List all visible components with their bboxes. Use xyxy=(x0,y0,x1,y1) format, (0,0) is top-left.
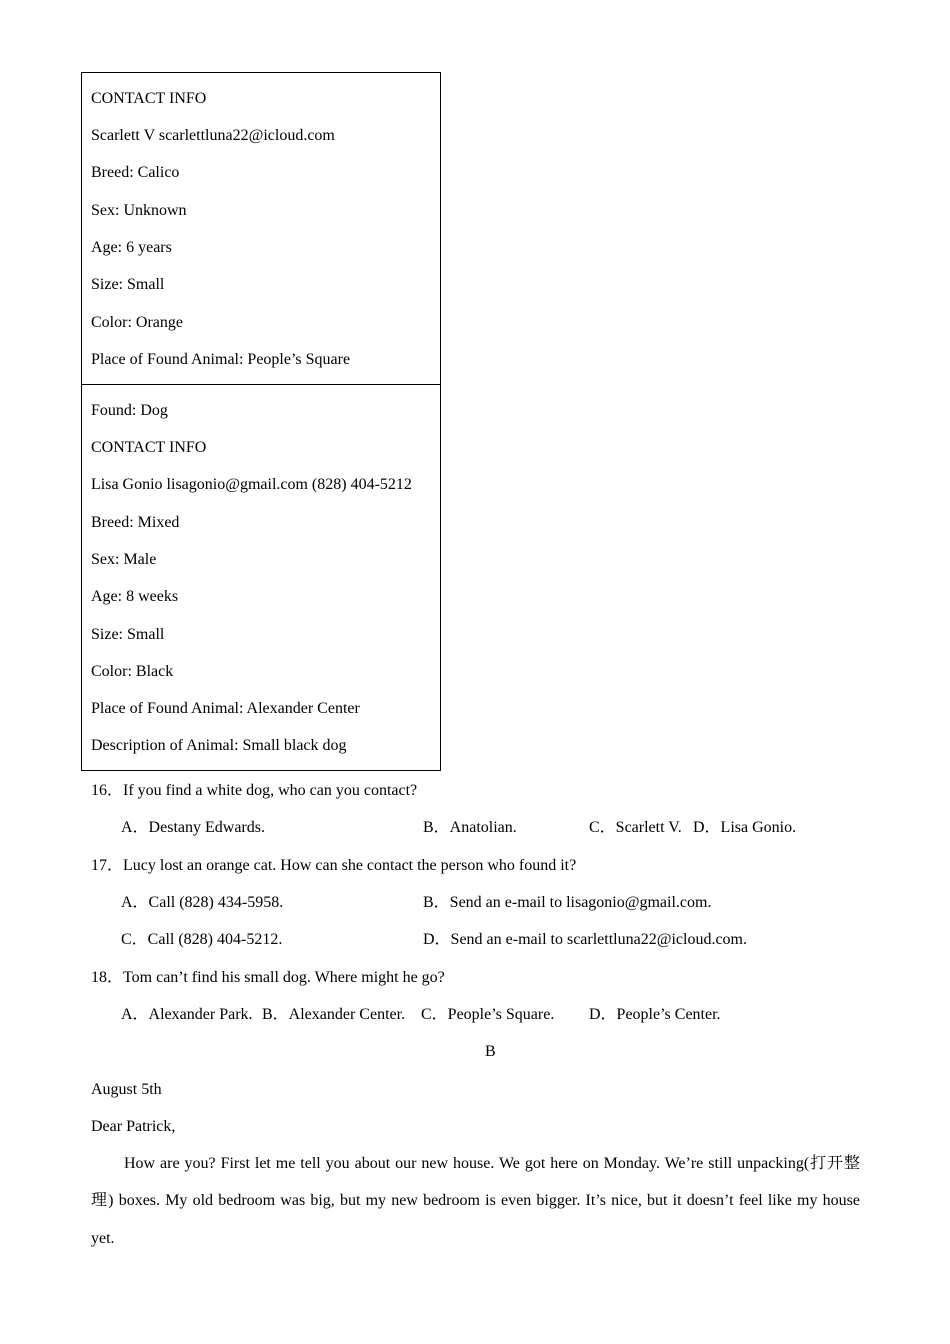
question-16: 16．If you find a white dog, who can you contact? xyxy=(91,782,418,799)
question-16-option-a: A．Destany Edwards. xyxy=(121,819,265,836)
found-place: Place of Found Animal: Alexander Center xyxy=(91,700,360,717)
age: Age: 8 weeks xyxy=(91,588,179,605)
question-17-option-d: D．Send an e-mail to scarlettluna22@icloud.com. xyxy=(423,931,747,948)
breed: Breed: Calico xyxy=(91,164,180,181)
question-17-option-b: B．Send an e-mail to lisagonio@gmail.com. xyxy=(423,894,712,911)
question-17: 17．Lucy lost an orange cat. How can she contact the person who found it? xyxy=(91,857,577,874)
question-18-option-d: D．People’s Center. xyxy=(589,1006,721,1023)
letter-greeting: Dear Patrick, xyxy=(91,1118,176,1135)
question-18: 18．Tom can’t find his small dog. Where might he go? xyxy=(91,969,445,986)
question-16-option-c: C．Scarlett V. xyxy=(589,819,682,836)
question-18-option-b: B．Alexander Center. xyxy=(262,1006,406,1023)
breed: Breed: Mixed xyxy=(91,514,180,531)
question-18-option-a: A．Alexander Park. xyxy=(121,1006,253,1023)
sex: Sex: Male xyxy=(91,551,157,568)
contact-info-heading: CONTACT INFO xyxy=(91,439,207,456)
color: Color: Orange xyxy=(91,314,183,331)
letter-date: August 5th xyxy=(91,1081,162,1098)
contact-info-heading: CONTACT INFO xyxy=(91,90,207,107)
contact-details: Scarlett V scarlettluna22@icloud.com xyxy=(91,127,335,144)
question-16-option-d: D．Lisa Gonio. xyxy=(693,819,797,836)
found-animal-card-1 xyxy=(81,72,441,385)
question-17-option-c: C．Call (828) 404-5212. xyxy=(121,931,283,948)
contact-details: Lisa Gonio lisagonio@gmail.com (828) 404-5212 xyxy=(91,476,412,493)
sex: Sex: Unknown xyxy=(91,202,187,219)
letter-paragraph: How are you? First let me tell you about our new house. We got here on Monday. We’re still unpacking(打开整理) boxes. My old bedroom was big, but my new bedroom is even bigger. It’s nice, but it doesn’t feel like my house yet. xyxy=(91,1155,860,1247)
size: Size: Small xyxy=(91,626,165,643)
animal-description: Description of Animal: Small black dog xyxy=(91,737,347,754)
size: Size: Small xyxy=(91,276,165,293)
section-b-heading: B xyxy=(485,1043,496,1060)
found-type: Found: Dog xyxy=(91,402,168,419)
color: Color: Black xyxy=(91,663,174,680)
found-place: Place of Found Animal: People’s Square xyxy=(91,351,351,368)
age: Age: 6 years xyxy=(91,239,172,256)
question-18-option-c: C．People’s Square. xyxy=(421,1006,555,1023)
question-17-option-a: A．Call (828) 434-5958. xyxy=(121,894,284,911)
question-16-option-b: B．Anatolian. xyxy=(423,819,517,836)
found-animal-card-2 xyxy=(81,384,441,771)
